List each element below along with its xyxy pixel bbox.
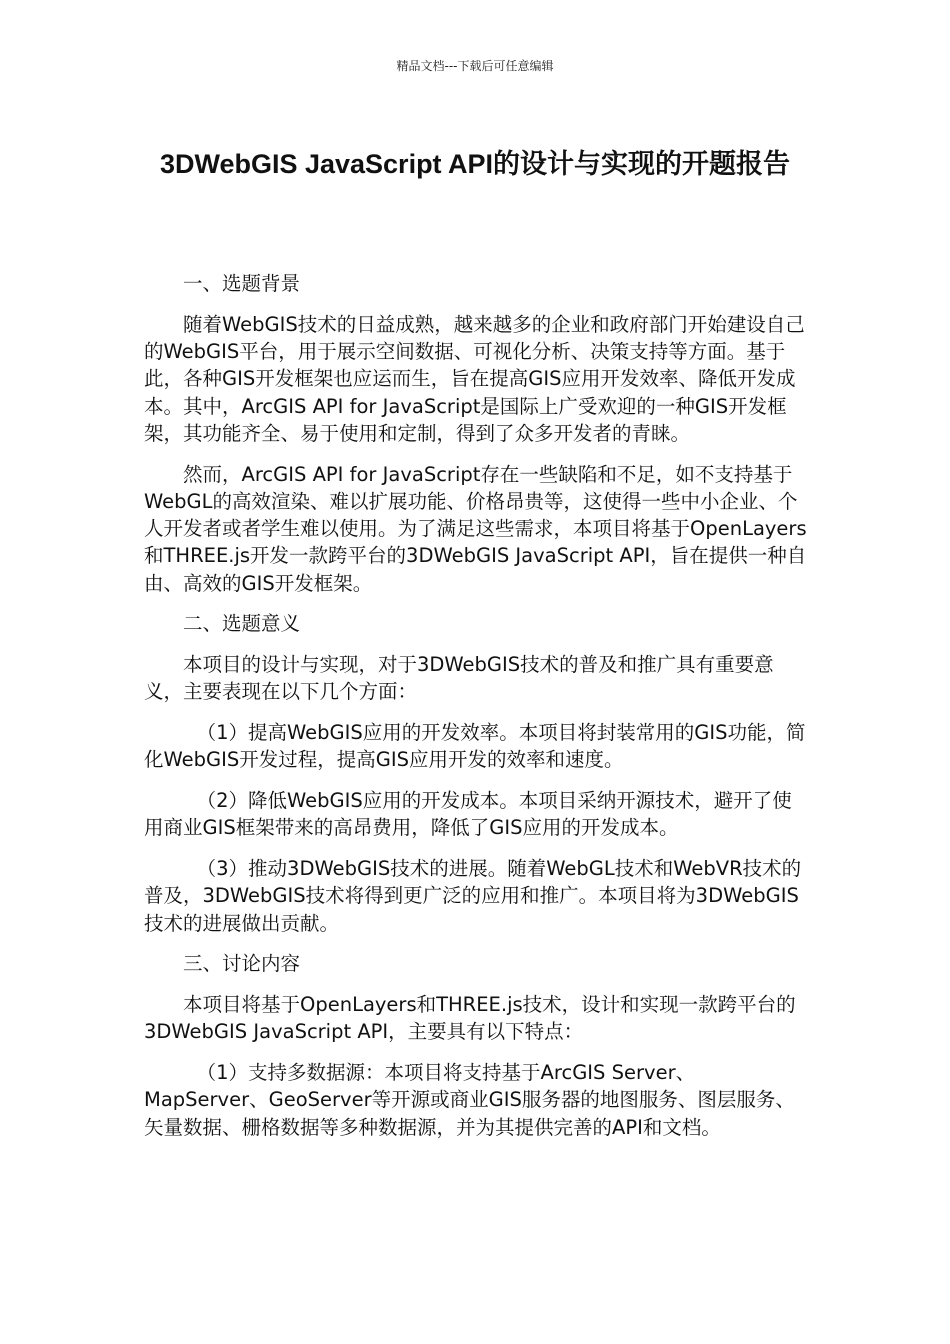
paragraph: 随着WebGIS技术的日益成熟，越来越多的企业和政府部门开始建设自己的WebGIS平台，用于展示空间数据、可视化分析、决策支持等方面。基于此，各种GIS开发框架也应运而生，旨在提高GIS应用开发效率、降低开发成本。其中，ArcGIS API for JavaScript是国际上广受欢迎的一种GIS开发框架，其功能齐全、易于使用和定制，得到了众多开发者的青睐。: [144, 312, 805, 445]
paragraph: 本项目将基于OpenLayers和THREE.js技术，设计和实现一款跨平台的3DWebGIS JavaScript API，主要具有以下特点：: [144, 993, 796, 1044]
list-item: （2）降低WebGIS应用的开发成本。本项目采纳开源技术，避开了使用商业GIS框架带来的高昂费用，降低了GIS应用的开发成本。: [144, 789, 792, 840]
document-body: [144, 270, 808, 1154]
section-heading-significance: 二、选题意义: [183, 612, 301, 636]
document-title: 3DWebGIS JavaScript API的设计与实现的开题报告: [159, 149, 791, 179]
list-item: （1）提高WebGIS应用的开发效率。本项目将封装常用的GIS功能，简化WebGIS开发过程，提高GIS应用开发的效率和速度。: [144, 721, 806, 772]
list-item: （3）推动3DWebGIS技术的进展。随着WebGL技术和WebVR技术的普及，3DWebGIS技术将得到更广泛的应用和推广。本项目将为3DWebGIS技术的进展做出贡献。: [144, 857, 802, 935]
section-heading-background: 一、选题背景: [183, 272, 301, 295]
page-header: 精品文档---下载后可任意编辑: [396, 59, 554, 73]
paragraph: 本项目的设计与实现，对于3DWebGIS技术的普及和推广具有重要意义，主要表现在以下几个方面：: [144, 653, 774, 704]
section-heading-content: 三、讨论内容: [183, 952, 301, 976]
paragraph: 然而，ArcGIS API for JavaScript存在一些缺陷和不足，如不支持基于WebGL的高效渲染、难以扩展功能、价格昂贵等，这使得一些中小企业、个人开发者或者学生难以使用。为了满足这些需求，本项目将基于OpenLayers和THREE.js开发一款跨平台的3DWebGIS JavaScript API，旨在提供一种自由、高效的GIS开发框架。: [144, 462, 807, 595]
list-item: （1）支持多数据源：本项目将支持基于ArcGIS Server、MapServer、GeoServer等开源或商业GIS服务器的地图服务、图层服务、矢量数据、栅格数据等多种数据源，并为其提供完善的API和文档。: [144, 1061, 795, 1139]
